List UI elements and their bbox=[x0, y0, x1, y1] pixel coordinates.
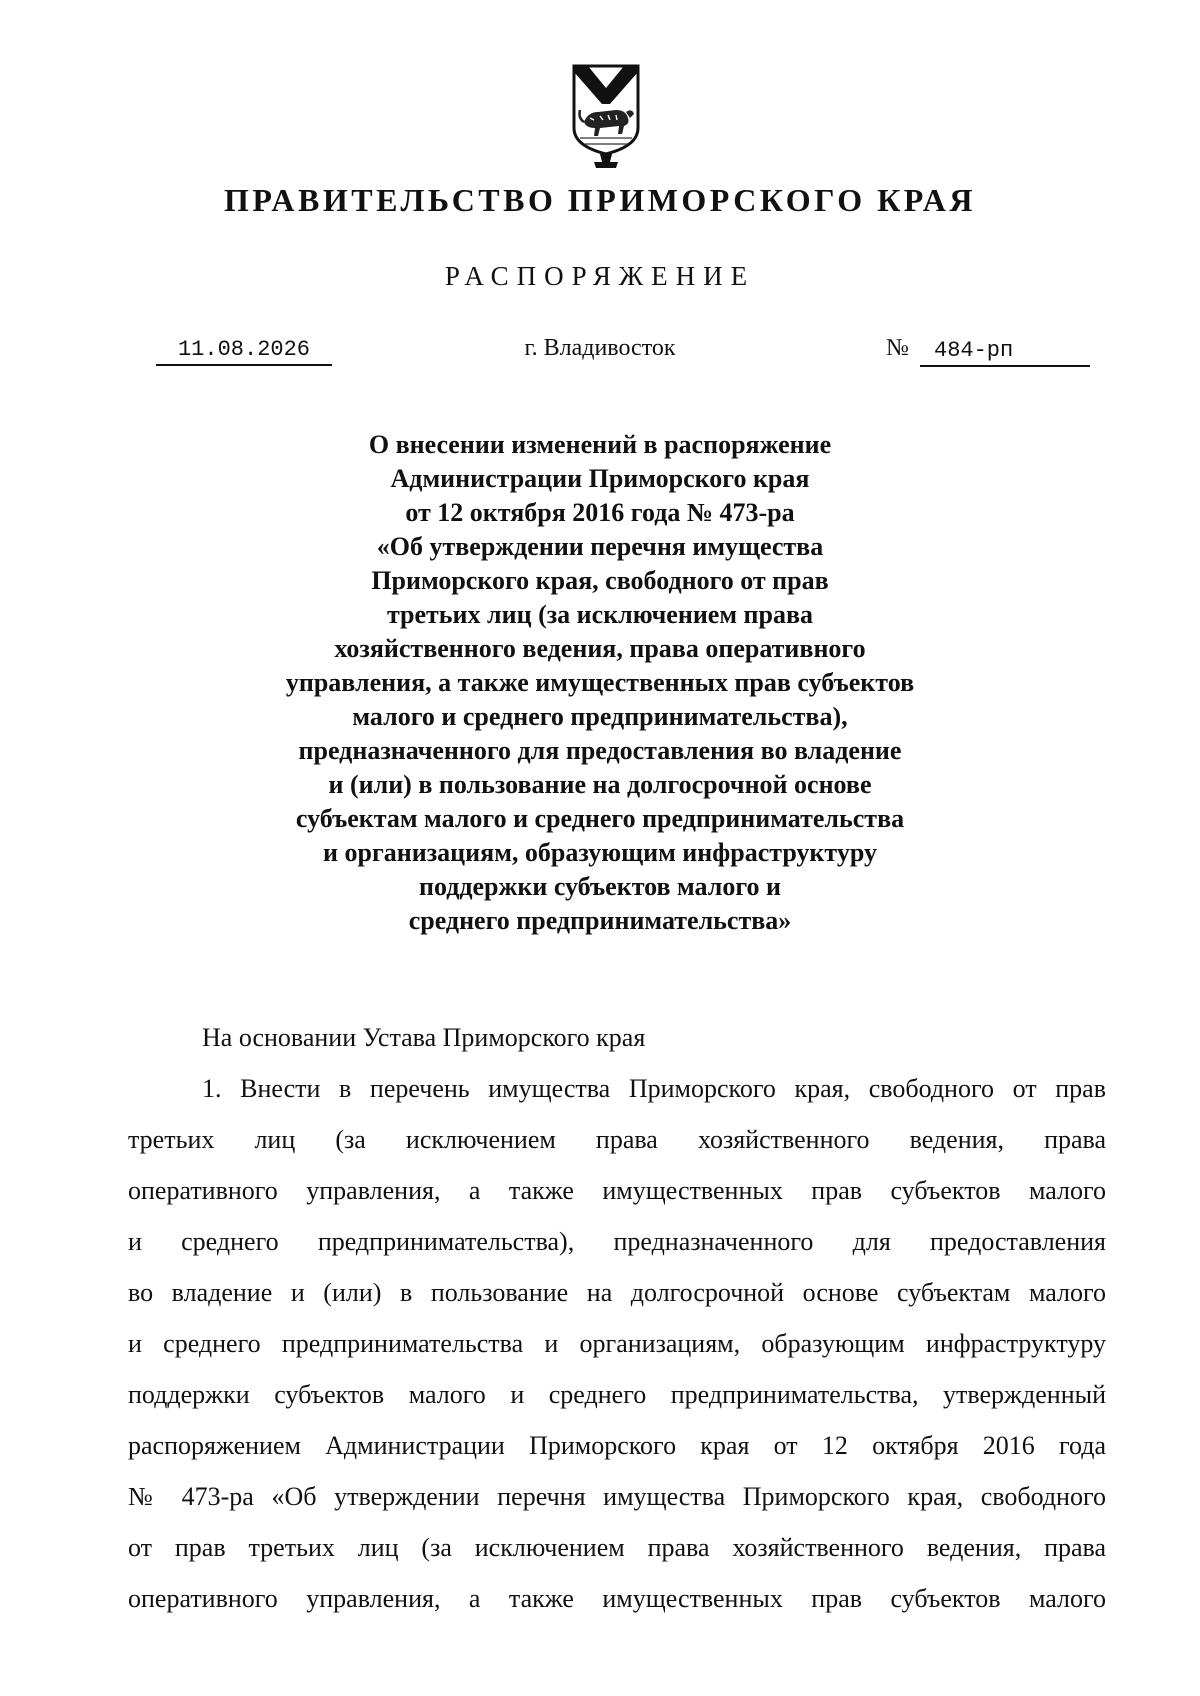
body-line: № 473-ра «Об утверждении перечня имущества Приморского края, свободного bbox=[128, 1482, 1106, 1511]
subject-line: предназначенного для предоставления во владение bbox=[298, 736, 902, 765]
subject-line: Администрации Приморского края bbox=[390, 464, 810, 493]
subject-line: и организациям, образующим инфраструктуру bbox=[323, 838, 877, 867]
document-body bbox=[128, 1012, 1106, 1624]
document-subject bbox=[150, 428, 1050, 938]
coat-of-arms-emblem bbox=[570, 62, 642, 172]
body-line: 1. Внести в перечень имущества Приморского края, свободного от прав bbox=[202, 1074, 1106, 1103]
body-line: На основании Устава Приморского края bbox=[202, 1023, 646, 1052]
subject-line: третьих лиц (за исключением права bbox=[386, 600, 814, 629]
body-line: оперативного управления, а также имущественных прав субъектов малого bbox=[128, 1584, 1106, 1613]
subject-line: «Об утверждении перечня имущества bbox=[376, 532, 824, 561]
body-line: распоряжением Администрации Приморского края от 12 октября 2016 года bbox=[128, 1431, 1106, 1460]
document-city: г. Владивосток bbox=[524, 335, 676, 361]
document-date: 11.08.2026 bbox=[156, 336, 332, 366]
subject-line: субъектам малого и среднего предпринимательства bbox=[295, 804, 905, 833]
document-number: 484-рп bbox=[920, 337, 1090, 367]
body-line: оперативного управления, а также имущественных прав субъектов малого bbox=[128, 1176, 1106, 1205]
subject-line: управления, а также имущественных прав субъектов bbox=[285, 668, 915, 697]
subject-line: от 12 октября 2016 года № 473-ра bbox=[405, 498, 795, 527]
body-line: и среднего предпринимательства и организациям, образующим инфраструктуру bbox=[128, 1329, 1106, 1358]
body-line: и среднего предпринимательства), предназначенного для предоставления bbox=[128, 1227, 1106, 1256]
body-line: от прав третьих лиц (за исключением права хозяйственного ведения, права bbox=[128, 1533, 1106, 1562]
document-number-label: № bbox=[886, 335, 909, 361]
organization-title: ПРАВИТЕЛЬСТВО ПРИМОРСКОГО КРАЯ bbox=[224, 182, 976, 218]
subject-line: поддержки субъектов малого и bbox=[418, 872, 782, 901]
subject-line: хозяйственного ведения, права оперативного bbox=[334, 634, 866, 663]
body-line: поддержки субъектов малого и среднего предпринимательства, утвержденный bbox=[128, 1380, 1106, 1409]
body-line: третьих лиц (за исключением права хозяйственного ведения, права bbox=[128, 1125, 1106, 1154]
subject-line: Приморского края, свободного от прав bbox=[371, 566, 829, 595]
document-type: РАСПОРЯЖЕНИЕ bbox=[444, 261, 756, 291]
subject-line: среднего предпринимательства» bbox=[408, 906, 792, 935]
body-line: во владение и (или) в пользование на долгосрочной основе субъектам малого bbox=[128, 1278, 1106, 1307]
subject-line: малого и среднего предпринимательства), bbox=[352, 702, 848, 731]
subject-line: О внесении изменений в распоряжение bbox=[368, 430, 832, 459]
subject-line: и (или) в пользование на долгосрочной основе bbox=[328, 770, 872, 799]
